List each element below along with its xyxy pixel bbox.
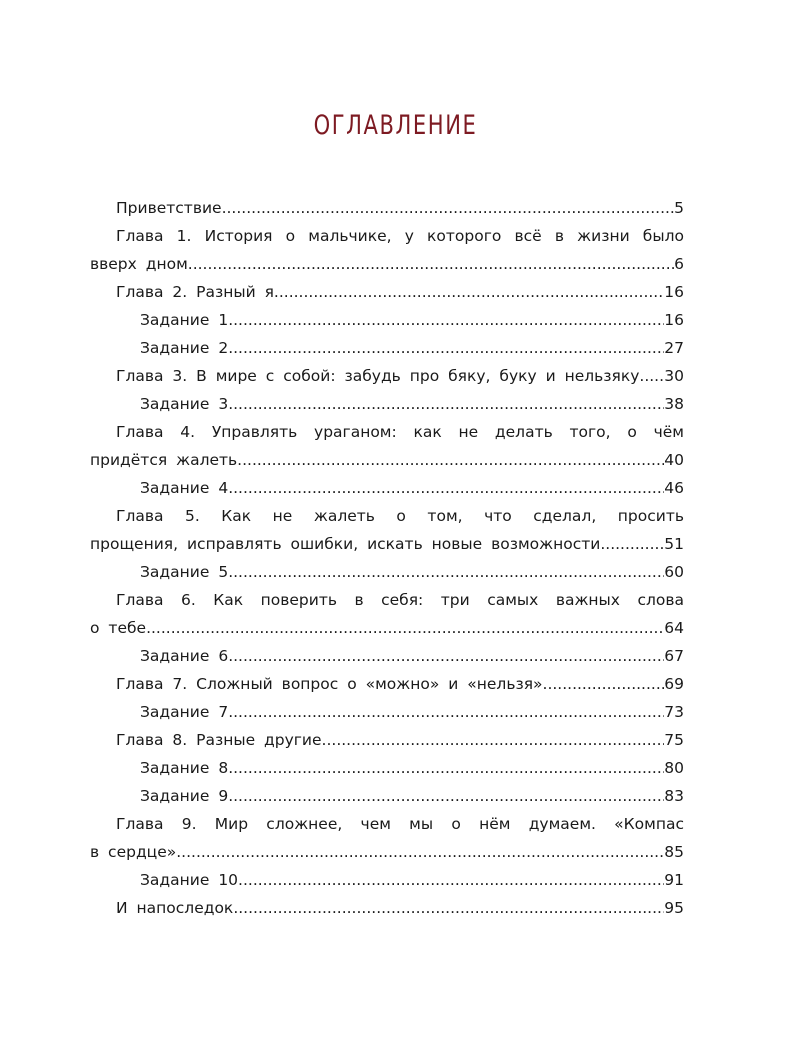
toc-entry	[90, 866, 684, 894]
toc-entry-label: Задание 3	[140, 395, 229, 413]
toc-entry-label: Задание 9	[140, 787, 229, 805]
toc-entry-label: Глава 2. Разный я	[116, 283, 274, 301]
dot-leader	[228, 334, 664, 362]
toc-entry-page-number: 64	[664, 619, 684, 637]
toc-entry-label: Задание 8	[140, 759, 229, 777]
toc-entry-heading: Глава 5. Как не жалеть о том, что сделал, просить	[116, 507, 684, 525]
toc-entry-page-number: 30	[664, 367, 684, 385]
toc-entry-line	[90, 838, 684, 866]
toc-entry-page-number: 51	[664, 535, 684, 553]
toc-entry-line	[90, 894, 684, 922]
toc-entry-label: вверх дном	[90, 255, 188, 273]
dot-leader	[274, 278, 664, 306]
toc-entry-label: о тебе	[90, 619, 147, 637]
toc-entry-label: Задание 2	[140, 339, 229, 357]
dot-leader	[228, 698, 664, 726]
toc-entry-label: Глава 3. В мире с собой: забудь про бяку, буку и нельзяку	[116, 367, 640, 385]
toc-entry-line	[90, 194, 684, 222]
toc-entry-page-number: 85	[664, 843, 684, 861]
dot-leader	[600, 530, 664, 558]
toc-entry-line	[90, 390, 684, 418]
toc-entry-label: И напоследок	[116, 899, 234, 917]
toc-entry-label: в сердце»	[90, 843, 177, 861]
toc-entry-label: Глава 7. Сложный вопрос о «можно» и «нельзя»	[116, 675, 543, 693]
toc-entry-label: Глава 8. Разные другие	[116, 731, 322, 749]
dot-leader	[176, 838, 664, 866]
toc-entry	[90, 474, 684, 502]
toc-entry-label: Задание 7	[140, 703, 229, 721]
toc-entry-page-number: 91	[664, 871, 684, 889]
dot-leader	[543, 670, 665, 698]
toc-entry-label: Приветствие	[116, 199, 222, 217]
toc-entry	[90, 362, 684, 390]
dot-leader	[237, 446, 664, 474]
dot-leader	[228, 754, 664, 782]
dot-leader	[188, 250, 674, 278]
toc-entry-page-number: 73	[664, 703, 684, 721]
toc-entry	[90, 894, 684, 922]
dot-leader	[228, 306, 664, 334]
toc-entry-label: Задание 6	[140, 647, 229, 665]
toc-entry	[90, 698, 684, 726]
toc-entry	[90, 278, 684, 306]
toc-entry	[90, 502, 684, 558]
toc-entry-page-number: 16	[664, 311, 684, 329]
toc-entry-page-number: 95	[664, 899, 684, 917]
toc-entry-line	[90, 474, 684, 502]
toc-entry	[90, 558, 684, 586]
toc-entry-line	[90, 782, 684, 810]
dot-leader	[222, 194, 675, 222]
toc-entry-page-number: 40	[664, 451, 684, 469]
toc-entry-heading: Глава 9. Мир сложнее, чем мы о нём думаем. «Компас	[116, 815, 684, 833]
toc-entry-page-number: 46	[664, 479, 684, 497]
toc-entry-heading: Глава 4. Управлять ураганом: как не делать того, о чём	[116, 423, 684, 441]
toc-entry-label: прощения, исправлять ошибки, искать новые возможности	[90, 535, 601, 553]
dot-leader	[228, 642, 664, 670]
toc-entry	[90, 222, 684, 278]
toc-entry-page-number: 69	[664, 675, 684, 693]
dot-leader	[238, 866, 664, 894]
toc-entry-line	[90, 306, 684, 334]
toc-entry-line	[90, 530, 684, 558]
toc-entry-page-number: 38	[664, 395, 684, 413]
dot-leader	[233, 894, 664, 922]
toc-entry-label: Задание 4	[140, 479, 229, 497]
toc-entry-heading: Глава 1. История о мальчике, у которого всё в жизни было	[116, 227, 684, 245]
toc-entry-line	[90, 698, 684, 726]
toc-entry-label: Задание 10	[140, 871, 239, 889]
toc-entry-line	[90, 754, 684, 782]
page-title: ОГЛАВЛЕНИЕ	[313, 110, 478, 141]
dot-leader	[228, 474, 664, 502]
dot-leader	[228, 558, 664, 586]
toc-entry-label: Задание 1	[140, 311, 229, 329]
toc-entry-page-number: 16	[664, 283, 684, 301]
table-of-contents	[90, 194, 684, 922]
toc-entry-page-number: 75	[664, 731, 684, 749]
toc-entry	[90, 194, 684, 222]
toc-entry-page-number: 5	[674, 199, 684, 217]
toc-entry-line	[90, 726, 684, 754]
toc-entry-line	[90, 614, 684, 642]
toc-entry	[90, 810, 684, 866]
toc-entry	[90, 418, 684, 474]
toc-entry-line	[90, 446, 684, 474]
dot-leader	[146, 614, 664, 642]
toc-entry-line	[90, 250, 684, 278]
toc-entry-label: Задание 5	[140, 563, 229, 581]
toc-entry-page-number: 83	[664, 787, 684, 805]
toc-entry-line	[90, 558, 684, 586]
toc-entry	[90, 670, 684, 698]
toc-entry	[90, 754, 684, 782]
dot-leader	[639, 362, 664, 390]
toc-entry-page-number: 60	[664, 563, 684, 581]
dot-leader	[228, 390, 664, 418]
toc-entry-line	[90, 866, 684, 894]
toc-entry-page-number: 6	[674, 255, 684, 273]
dot-leader	[322, 726, 665, 754]
toc-entry-label: придётся жалеть	[90, 451, 238, 469]
toc-entry-line	[90, 362, 684, 390]
toc-entry-page-number: 80	[664, 759, 684, 777]
toc-entry	[90, 586, 684, 642]
toc-entry	[90, 782, 684, 810]
toc-entry	[90, 726, 684, 754]
toc-entry	[90, 642, 684, 670]
toc-entry-page-number: 27	[664, 339, 684, 357]
toc-entry-line	[90, 278, 684, 306]
toc-entry-line	[90, 334, 684, 362]
toc-entry-line	[90, 670, 684, 698]
dot-leader	[228, 782, 664, 810]
toc-entry	[90, 390, 684, 418]
toc-entry-heading: Глава 6. Как поверить в себя: три самых важных слова	[116, 591, 684, 609]
toc-entry	[90, 334, 684, 362]
toc-entry-line	[90, 642, 684, 670]
toc-entry-page-number: 67	[664, 647, 684, 665]
toc-entry	[90, 306, 684, 334]
